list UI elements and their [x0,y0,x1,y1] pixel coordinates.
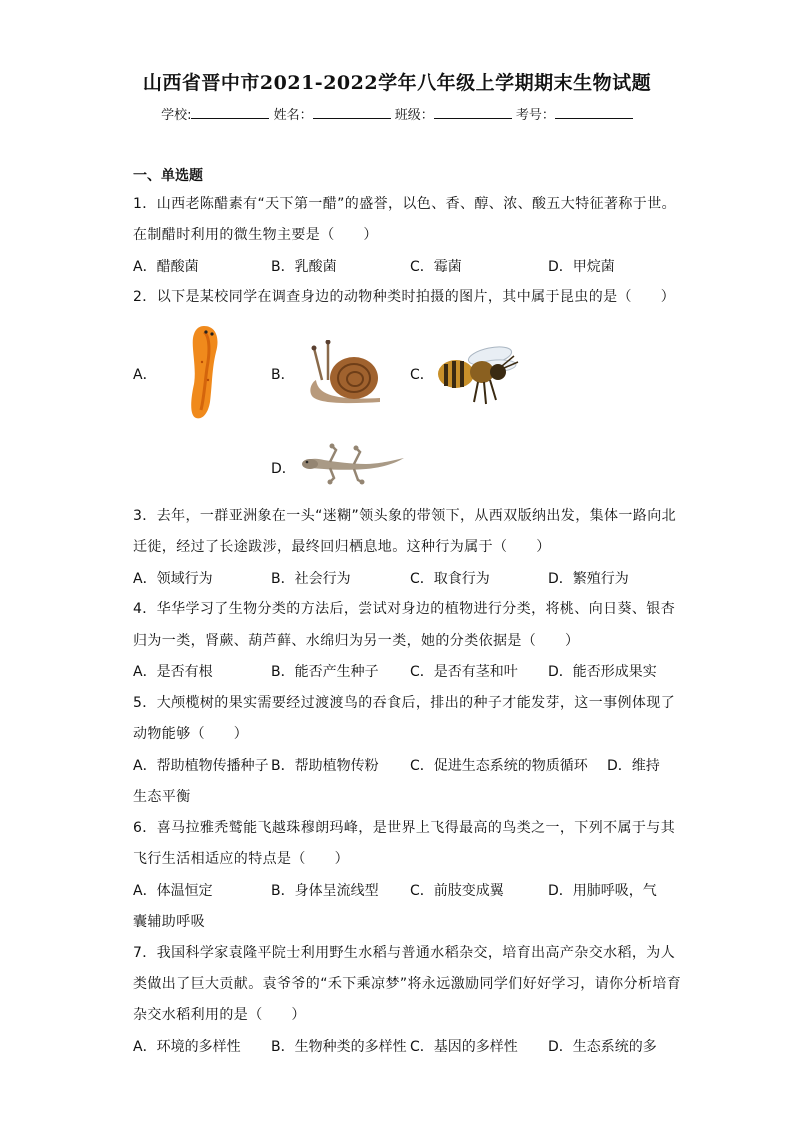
q4-option-a[interactable]: A．是否有根 [133,664,213,680]
question-3-line-1: 3．去年，一群亚洲象在一头“迷糊”领头象的带领下，从西双版纳出发，集体一路向北 [133,508,677,524]
planarian-image [182,322,226,422]
q1-option-b[interactable]: B．乳酸菌 [271,259,337,275]
q1-option-c[interactable]: C．霉菌 [410,259,462,275]
q6-option-d[interactable]: D．用肺呼吸，气 [548,883,657,899]
q5-option-d-continued: 生态平衡 [133,789,191,805]
exam-number-blank[interactable] [555,106,633,119]
school-blank[interactable] [191,106,269,119]
q6-option-b[interactable]: B．身体呈流线型 [271,883,379,899]
q2-option-a[interactable]: A． [133,367,157,383]
q4-option-c[interactable]: C．是否有茎和叶 [410,664,518,680]
question-1-line-2: 在制醋时利用的微生物主要是（ ） [133,227,378,243]
q7-option-d[interactable]: D．生态系统的多 [548,1039,657,1055]
q7-option-c[interactable]: C．基因的多样性 [410,1039,518,1055]
q5-option-c[interactable]: C．促进生态系统的物质循环 [410,758,588,774]
student-info-line [0,104,794,123]
question-3-line-2: 迁徙，经过了长途跋涉，最终回归栖息地。这种行为属于（ ） [133,539,551,555]
class-label: 班级： [394,108,434,123]
question-6-line-2: 飞行生活相适应的特点是（ ） [133,851,349,867]
q6-option-d-continued: 囊辅助呼吸 [133,914,205,930]
section-heading: 一、单选题 [133,168,203,184]
question-4-line-2: 归为一类，肾蕨、葫芦藓、水绵归为另一类，她的分类依据是（ ） [133,633,580,649]
q2-option-c[interactable]: C． [410,367,434,383]
name-label: 姓名： [273,108,313,123]
q4-option-b[interactable]: B．能否产生种子 [271,664,379,680]
exam-title: 山西省晋中市2021-2022学年八年级上学期期末生物试题 [142,72,652,94]
q3-option-a[interactable]: A．领域行为 [133,571,213,587]
question-4-line-1: 4．华华学习了生物分类的方法后，尝试对身边的植物进行分类，将桃、向日葵、银杏 [133,601,676,617]
q1-option-d[interactable]: D．甲烷菌 [548,259,615,275]
bee-image [432,342,524,408]
q5-option-b[interactable]: B．帮助植物传粉 [271,758,379,774]
q7-option-a[interactable]: A．环境的多样性 [133,1039,241,1055]
question-7-line-3: 杂交水稻利用的是（ ） [133,1007,306,1023]
q5-option-d[interactable]: D．维持 [607,758,660,774]
question-1-line-1: 1．山西老陈醋素有“天下第一醋”的盛誉，以色、香、醇、浓、酸五大特征著称于世。 [133,196,677,212]
school-label: 学校: [161,108,192,123]
exam-number-label: 考号： [515,108,555,123]
question-7-line-1: 7．我国科学家袁隆平院士利用野生水稻与普通水稻杂交，培育出高产杂交水稻，为人 [133,945,676,961]
q4-option-d[interactable]: D．能否形成果实 [548,664,657,680]
q3-option-c[interactable]: C．取食行为 [410,571,490,587]
q6-option-c[interactable]: C．前肢变成翼 [410,883,504,899]
q3-option-b[interactable]: B．社会行为 [271,571,351,587]
class-blank[interactable] [434,106,512,119]
question-2-line-1: 2．以下是某校同学在调查身边的动物种类时拍摄的图片，其中属于昆虫的是（ ） [133,289,676,305]
q6-option-a[interactable]: A．体温恒定 [133,883,213,899]
q2-option-b[interactable]: B． [271,367,295,383]
q5-option-a[interactable]: A．帮助植物传播种子 [133,758,269,774]
gecko-image [296,436,408,486]
q1-option-a[interactable]: A．醋酸菌 [133,259,199,275]
question-7-line-2: 类做出了巨大贡献。袁爷爷的“禾下乘凉梦”将永远激励同学们好好学习，请你分析培育 [133,976,682,992]
question-6-line-1: 6．喜马拉雅秃鹫能飞越珠穆朗玛峰，是世界上飞得最高的鸟类之一，下列不属于与其 [133,820,676,836]
question-5-line-1: 5．大颅榄树的果实需要经过渡渡鸟的吞食后，排出的种子才能发芽，这一事例体现了 [133,695,676,711]
name-blank[interactable] [313,106,391,119]
q7-option-b[interactable]: B．生物种类的多样性 [271,1039,407,1055]
q2-option-d[interactable]: D． [271,461,296,477]
q3-option-d[interactable]: D．繁殖行为 [548,571,629,587]
question-5-line-2: 动物能够（ ） [133,726,249,742]
snail-image [298,340,384,406]
